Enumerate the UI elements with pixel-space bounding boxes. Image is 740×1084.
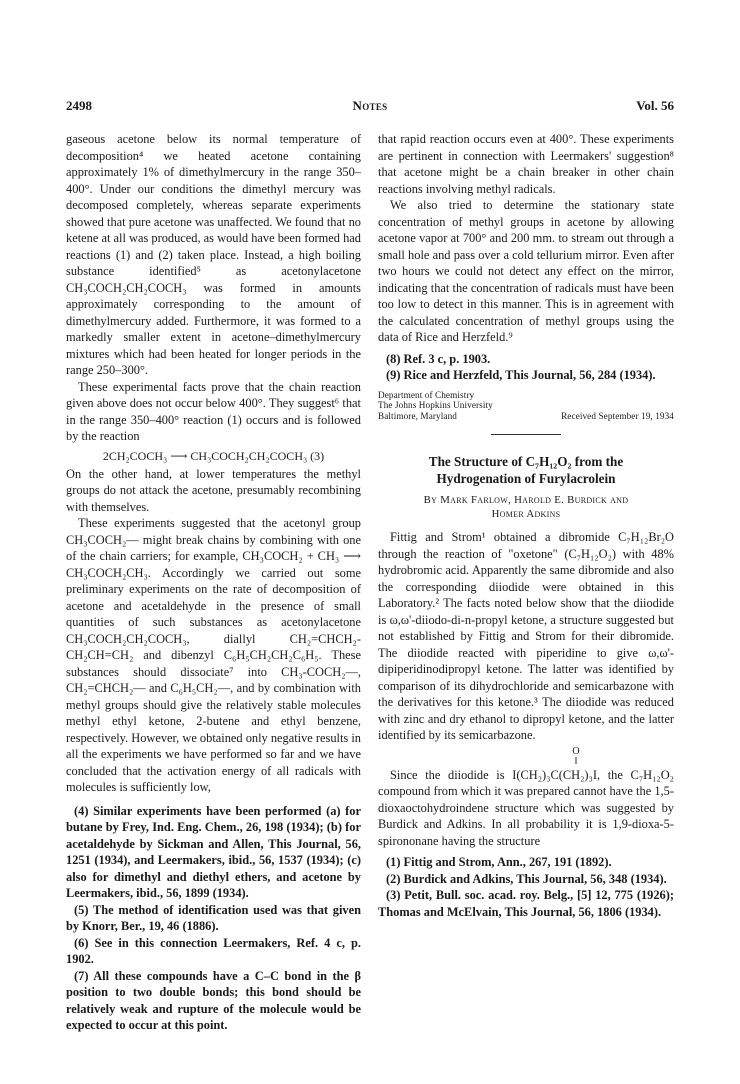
footnote: (5) The method of identification used was that given by Knorr, Ber., 19, 46 (1886). — [66, 902, 361, 933]
footnotes-left — [66, 803, 361, 1034]
footnote: (8) Ref. 3 c, p. 1903. — [386, 351, 491, 366]
footnotes-right-a — [378, 351, 674, 384]
footnote: (2) Burdick and Adkins, This Journal, 56, 348 (1934). — [386, 871, 667, 886]
article-title-line: The Structure of C₇H₁₂O₂ from the — [428, 454, 624, 469]
authors-line: Homer Adkins — [491, 508, 561, 520]
footnote: (1) Fittig and Strom, Ann., 267, 191 (1892). — [386, 855, 612, 869]
volume-label: Vol. 56 — [636, 98, 674, 113]
authors-line: By Mark Farlow, Harold E. Burdick and — [423, 494, 629, 506]
affiliation — [378, 390, 674, 422]
footnote: (6) See in this connection Leermakers, Ref. 4 c, p. 1902. — [66, 935, 361, 966]
footnote: (4) Similar experiments have been performed (a) for butane by Frey, Ind. Eng. Chem., 26, 198 (1934); (b) for acetaldehyde by Sickman and Allen, This Journal, 56, 1251 (1934), and Leermakers, ibid., 56, 1537 (1934); (c) also for dimethyl and diethyl ethers, and acetone by Leermakers, ibid., 56, 1899 (1934). — [66, 803, 361, 900]
carbonyl-formula-mark — [378, 747, 674, 767]
article-authors — [378, 493, 674, 521]
article-title — [378, 454, 674, 487]
running-header — [66, 98, 674, 116]
received-date: Received September 19, 1934 — [561, 410, 674, 421]
paragraph: that rapid reaction occurs even at 400°. These experiments are pertinent in connection with Leermakers' suggestion⁸ that acetone might be a chain breaker in other chain reactions involving methyl radicals. — [378, 132, 674, 196]
article-title-line: Hydrogenation of Furylacrolein — [436, 470, 616, 486]
footnote: (9) Rice and Herzfeld, This Journal, 56, 284 (1934). — [386, 368, 656, 382]
formula-double-bond: ‖ — [574, 755, 578, 767]
right-column — [378, 131, 674, 920]
affiliation-department: Department of Chemistry — [378, 389, 475, 400]
footnote: (3) Petit, Bull. soc. acad. roy. Belg., [5] 12, 775 (1926); Thomas and McElvain, This Journal, 56, 1806 (1934). — [378, 888, 674, 919]
footnote: (7) All these compounds have a C–C bond in the β position to two double bonds; this bond should be relatively weak and rupture of the molecule would be expected to occur at this point. — [66, 968, 361, 1032]
separator-rule — [491, 434, 561, 435]
section-title: Notes — [352, 98, 388, 113]
formula-oxygen: O — [572, 745, 580, 757]
paragraph: On the other hand, at lower temperatures the methyl groups do not attack the acetone, presumably recombining with themselves. — [66, 466, 361, 514]
left-column — [66, 131, 361, 1034]
paragraph: We also tried to determine the stationary state concentration of methyl groups in acetone by allowing acetone vapor at 700° and 200 mm. to stream out through a small hole and pass over a cold tellurium mirror. Even after two hours we could not detect any effect on the mirror, indicating that the concentration of radicals must have been too low to detect in this manner. This is in agreement with the calculated concentration of methyl groups using the data of Rice and Herzfeld.⁹ — [378, 198, 674, 344]
equation-3: 2CH₂COCH₃ ⟶ CH₃COCH₂CH₂COCH₃ (3) — [102, 448, 325, 463]
paragraph: These experimental facts prove that the chain reaction given above does not occur below 400°. They suggest⁶ that in the range 350–400° reaction (1) occurs and is followed by the reaction — [66, 379, 361, 443]
paragraph: gaseous acetone below its normal temperature of decomposition⁴ we heated acetone containing approximately 1% of dimethylmercury in the range 350–400°. Under our conditions the dimethyl mercury was decomposed completely, whereas separate experiments showed that pure acetone was unaffected. We found that no ketene at all was produced, as would have been formed had reactions (1) and (2) taken place. Instead, a high boiling substance identified⁵ as acetonylacetone CH₃COCH₂CH₂COCH₃ was formed in amounts approximately corresponding to the amount of dimethylmercury added. Furthermore, it was formed to a markedly smaller extent in acetone–dimethylmercury mixtures which had been heated for longer periods in the range 250–300°. — [66, 132, 361, 377]
affiliation-university: The Johns Hopkins University — [378, 400, 493, 410]
affiliation-city: Baltimore, Maryland — [378, 410, 457, 421]
paragraph: These experiments suggested that the acetonyl group CH₃COCH₂— might break chains by combining with one of the chain carriers; for example, CH₃COCH₂ + CH₃ ⟶ CH₃COCH₂CH₃. Accordingly we carried out some preliminary experiments on the rate of decomposition of acetone and acetaldehyde in the presence of small quantities of such substances as acetonylacetone CH₃COCH₂CH₂COCH₃, diallyl CH₂=CHCH₂-CH₂CH=CH₂ and dibenzyl C₆H₅CH₂CH₂C₆H₅. These substances should dissociate⁷ into CH₃-COCH₂—, CH₂=CHCH₂— and C₆H₅CH₂—, and by combination with methyl groups should give the relatively stable molecules methyl ethyl ketone, 2-butene and ethyl benzene, respectively. However, we obtained only negative results in all the experiments we have performed so far and we have concluded that the activation energy of all radicals with molecules is sufficiently low, — [66, 516, 361, 794]
paragraph: Fittig and Strom¹ obtained a dibromide C₇H₁₂Br₂O through the reaction of "oxetone" (C₇H₁₂O₂) with 48% hydrobromic acid. Apparently the same dibromide and also the corresponding diiodide were obtained in this Laboratory.² The facts noted below show that the diiodide is ω,ω'-diiodo-di-n-propyl ketone, a structure suggested but not established by Fittig and Strom for their dibromide. The diiodide reacted with piperidine to give ω,ω'-dipiperidinodipropyl ketone. The latter was identified by comparison of its dihydrochloride and semicarbazone with the derivatives for this ketone.³ The diiodide was reduced with zinc and dry ethanol to dipropyl ketone, and the latter identified by its semicarbazone. — [378, 530, 674, 742]
paragraph: Since the diiodide is I(CH₂)₃C(CH₂)₃I, the C₇H₁₂O₂ compound from which it was prepared cannot have the 1,5-dioxaoctohydroindene structure which was suggested by Burdick and Adkins. In all probability it is 1,9-dioxa-5-spirononane having the structure — [378, 767, 674, 848]
footnotes-right-b — [378, 854, 674, 920]
page-number: 2498 — [66, 98, 92, 113]
